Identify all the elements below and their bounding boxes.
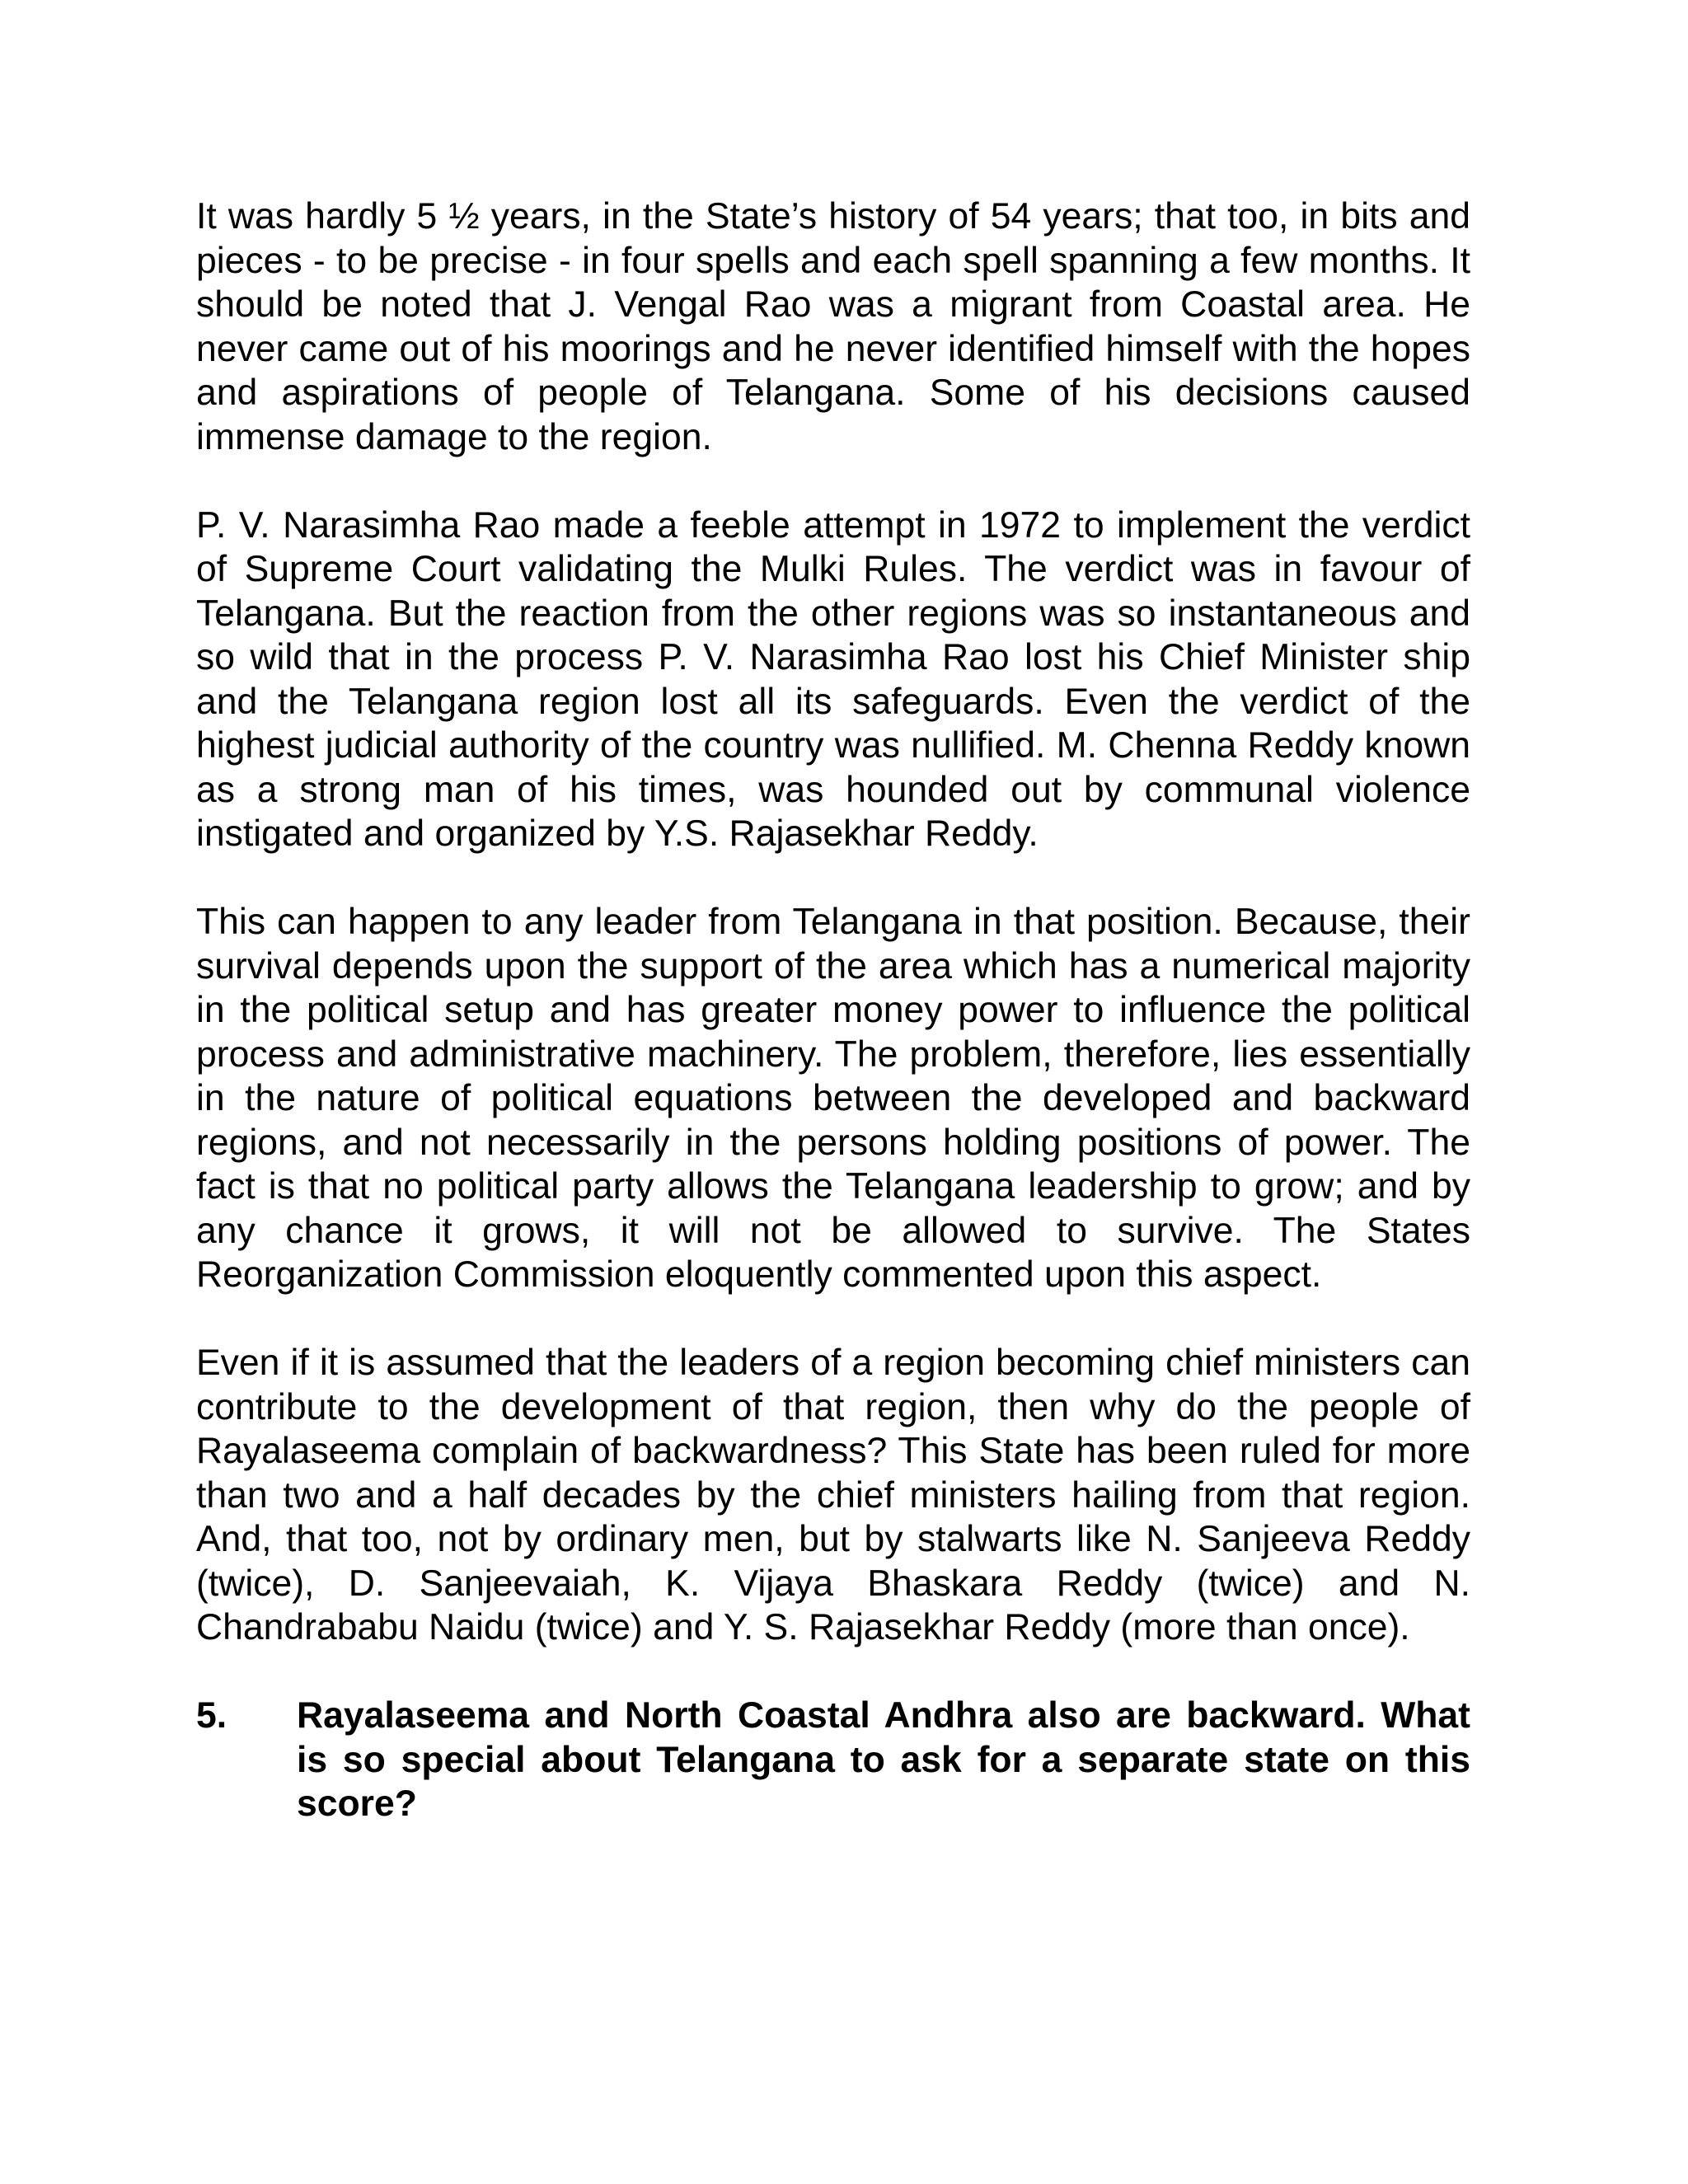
- paragraph-rayalaseema: Even if it is assumed that the leaders of a region becoming chief ministers can contribute to the development of that region, then why do the people of Rayalaseema complain of backwardness? This State has been ruled for more than two and a half decades by the chief ministers hailing from that region. And, that too, not by ordinary men, but by stalwarts like N. Sanjeeva Reddy (twice), D. Sanjeevaiah, K. Vijaya Bhaskara Reddy (twice) and N. Chandrababu Naidu (twice) and Y. S. Rajasekhar Reddy (more than once).: [196, 1343, 1470, 1647]
- question-text: Rayalaseema and North Coastal Andhra also are backward. What is so special about Telangana to ask for a separate state on this score?: [297, 1695, 1470, 1824]
- document-page: [196, 194, 1470, 1826]
- paragraph-telangana-leadership: This can happen to any leader from Telangana in that position. Because, their survival depends upon the support of the area which has a numerical majority in the political setup and has greater money power to influence the political process and administrative machinery. The problem, therefore, lies essentially in the nature of political equations between the developed and backward regions, and not necessarily in the persons holding positions of power. The fact is that no political party allows the Telangana leadership to grow; and by any chance it grows, it will not be allowed to survive. The States Reorganization Commission eloquently commented upon this aspect.: [196, 902, 1470, 1295]
- paragraph-narasimha-rao: P. V. Narasimha Rao made a feeble attempt in 1972 to implement the verdict of Supreme Court validating the Mulki Rules. The verdict was in favour of Telangana. But the reaction from the other regions was so instantaneous and so wild that in the process P. V. Narasimha Rao lost his Chief Minister ship and the Telangana region lost all its safeguards. Even the verdict of the highest judicial authority of the country was nullified. M. Chenna Reddy known as a strong man of his times, was hounded out by communal violence instigated and organized by Y.S. Rajasekhar Reddy.: [196, 504, 1470, 854]
- question-heading: [196, 1694, 1470, 1826]
- paragraph-vengal-rao: It was hardly 5 ½ years, in the State’s history of 54 years; that too, in bits and pieces - to be precise - in four spells and each spell spanning a few months. It should be noted that J. Vengal Rao was a migrant from Coastal area. He never came out of his moorings and he never identified himself with the hopes and aspirations of people of Telangana. Some of his decisions caused immense damage to the region.: [196, 196, 1470, 457]
- question-number: 5.: [196, 1695, 227, 1736]
